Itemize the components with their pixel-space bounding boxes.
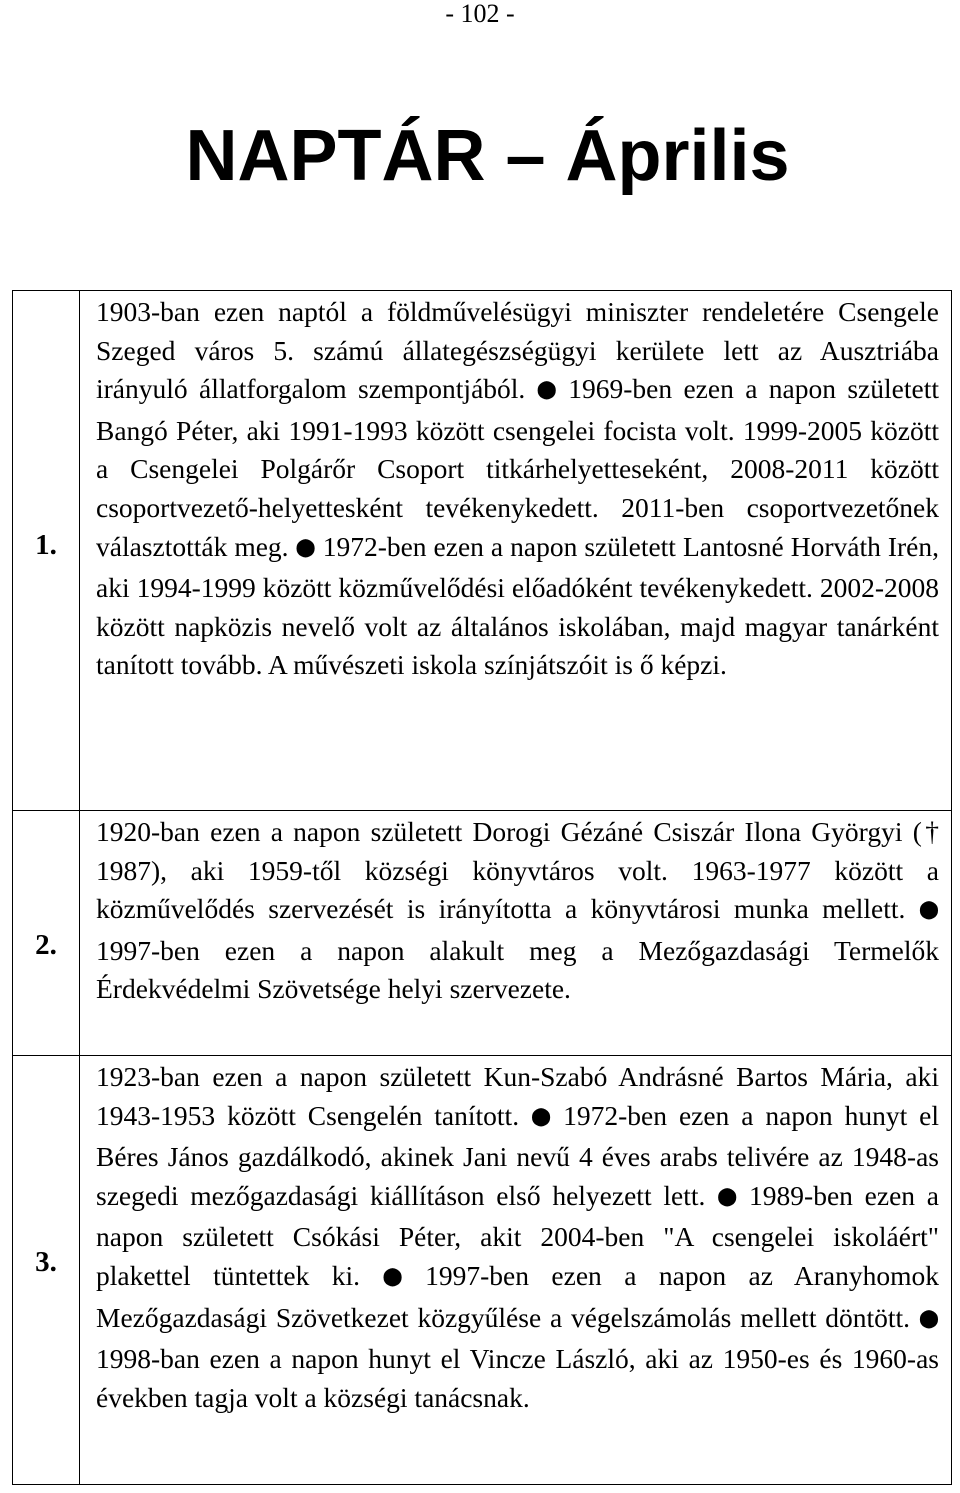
day-entry-text: 1923-ban ezen a napon született Kun-Szabó Andrásné Bartos Mária, aki 1943-1953 között Csengelén tanított. ⬤ 1972-ben ezen a napon hunyt el Béres János gazdálkodó, akinek Jani nevű 4 éves arabs telivére az 1948-as szegedi mezőgazdasági kiállításon első helyezett lett. ⬤ 1989-ben ezen a napon született Csókási Péter, akit 2004-ben "A csengelei iskoláért" plakettel tüntettek ki. ⬤ 1997-ben ezen a napon az Aranyhomok Mezőgazdasági Szövetkezet közgyűlése a végelszámolás mellett döntött. ⬤ 1998-ban ezen a napon hunyt el Vincze László, aki az 1950-es és 1960-as években tagja volt a községi tanácsnak.	[80, 1056, 952, 1485]
day-number-cell	[13, 291, 80, 811]
day-number: 3.	[35, 1246, 57, 1278]
day-entry-text: 1920-ban ezen a napon született Dorogi Gézáné Csiszár Ilona Györgyi († 1987), aki 1959-től községi könyvtáros volt. 1963-1977 között a közművelődés szervezését is irányította a könyvtárosi munka mellett. ⬤ 1997-ben ezen a napon alakult meg a Mezőgazdasági Termelők Érdekvédelmi Szövetsége helyi szervezete.	[80, 811, 952, 1056]
bullet-separator: ⬤	[918, 1307, 939, 1328]
bullet-separator: ⬤	[531, 1105, 552, 1126]
day-number: 1.	[35, 529, 57, 561]
day-number-cell	[13, 811, 80, 1056]
day-row	[13, 291, 952, 811]
day-row	[13, 811, 952, 1056]
bullet-separator: ⬤	[295, 536, 316, 557]
bullet-separator: ⬤	[382, 1265, 403, 1286]
bullet-separator: ⬤	[717, 1185, 738, 1206]
bullet-separator: ⬤	[918, 899, 939, 920]
day-entry-text: 1903-ban ezen naptól a földművelésügyi miniszter rendeletére Csengele Szeged város 5. számú állategészségügyi kerülete lett az Ausztriába irányuló állatforgalom szempontjából. ⬤ 1969-ben ezen a napon született Bangó Péter, aki 1991-1993 között csengelei focista volt. 1999-2005 között a Csengelei Polgárőr Csoport titkárhelyetteseként, 2008-2011 között csoportvezető-helyettesként tevékenykedett. 2011-ben csoportvezetőnek választották meg. ⬤ 1972-ben ezen a napon született Lantosné Horváth Irén, aki 1994-1999 között közművelődési előadóként tevékenykedett. 2002-2008 között napközis nevelő volt az általános iskolában, majd magyar tanárként tanított tovább. A művészeti iskola színjátszóit is ő képzi.	[80, 291, 952, 811]
calendar-table	[12, 290, 952, 1485]
bullet-separator: ⬤	[536, 379, 557, 400]
page-number: - 102 -	[445, 0, 515, 28]
page-title: NAPTÁR – Április	[185, 116, 790, 196]
day-number-cell	[13, 1056, 80, 1485]
day-row	[13, 1056, 952, 1485]
day-number: 2.	[35, 929, 57, 961]
